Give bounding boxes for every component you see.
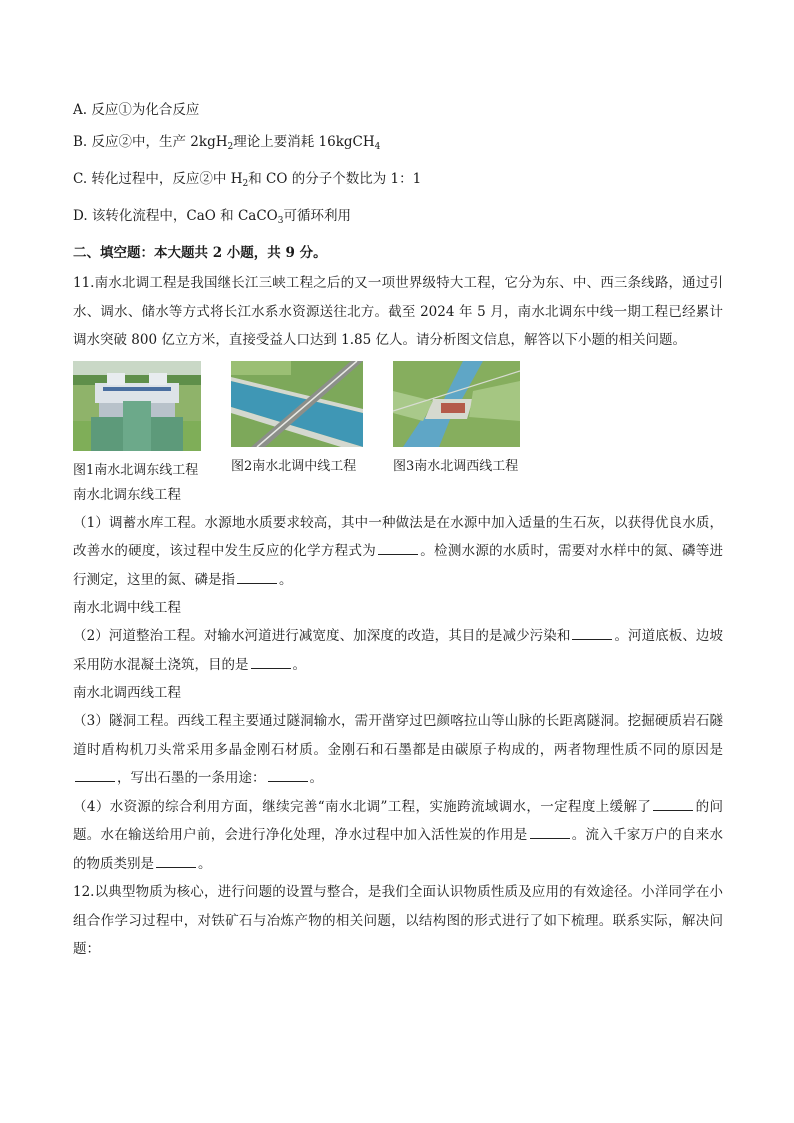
heading-middle-route: 南水北调中线工程 <box>73 600 181 616</box>
heading-east-route: 南水北调东线工程 <box>73 486 181 503</box>
middle-route-photo <box>231 361 363 447</box>
section-heading: 二、填空题：本大题共 2 小题，共 9 分。 <box>73 245 327 261</box>
option-d: D. 该转化流程中，CaO 和 CaCO$_3$可循环利用 <box>73 208 351 226</box>
answer-blank[interactable] <box>572 625 612 640</box>
option-a: A. 反应①为化合反应 <box>73 102 200 118</box>
option-c: C. 转化过程中，反应②中 $H_2$和 CO 的分子个数比为 1：1 <box>73 171 422 189</box>
east-route-photo <box>73 361 201 451</box>
question-11-part-3: （3）隧洞工程。西线工程主要通过隧洞输水，需开凿穿过巴颜喀拉山等山脉的长距离隧洞。挖掘硬质岩石隧道时盾构机刀头常采用多晶金刚石材质。金刚石和石墨都是由碳原子构成的，两者物理性质不同的原因是，写出石墨的一条用途： 。 <box>73 713 723 786</box>
figure-3 <box>393 361 520 481</box>
option-b: B. 反应②中，生产 2kgH$_2$理论上要消耗 16kgCH$_4$ <box>73 134 381 152</box>
answer-blank[interactable] <box>156 853 196 868</box>
question-11-part-4: （4）水资源的综合利用方面，继续完善“南水北调”工程，实施跨流域调水，一定程度上缓解了 的问题。水在输送给用户前，会进行净化处理，净水过程中加入活性炭的作用是 。流入千家万户的自来水的物质类别是 。 <box>73 793 723 879</box>
west-route-photo <box>393 361 520 447</box>
exam-page <box>73 100 723 964</box>
answer-blank[interactable] <box>268 767 308 782</box>
question-11-intro: 11.南水北调工程是我国继长江三峡工程之后的又一项世界级特大工程，它分为东、中、西三条线路，通过引水、调水、储水等方式将长江水系水资源送往北方。截至 2024 年 5 月，南水北调东中线一期工程已经累计调水突破 800 亿立方米，直接受益人口达到 1.85 亿人。请分析图文信息，解答以下小题的相关问题。 <box>73 275 723 348</box>
answer-blank[interactable] <box>653 796 693 811</box>
figure-3-caption: 图3南水北调西线工程 <box>393 458 519 474</box>
question-11-part-1: （1）调蓄水库工程。水源地水质要求较高，其中一种做法是在水源中加入适量的生石灰，以获得优良水质，改善水的硬度，该过程中发生反应的化学方程式为 。检测水源的水质时，需要对水样中的氮、磷等进行测定，这里的氮、磷是指 。 <box>73 514 723 588</box>
figure-1-caption: 图1南水北调东线工程 <box>73 462 199 478</box>
answer-blank[interactable] <box>75 767 115 782</box>
answer-blank[interactable] <box>378 540 418 555</box>
heading-west-route: 南水北调西线工程 <box>73 685 181 701</box>
answer-blank[interactable] <box>530 824 570 839</box>
answer-blank[interactable] <box>237 569 277 584</box>
answer-blank[interactable] <box>251 654 291 669</box>
figure-2 <box>231 361 363 481</box>
figure-row <box>73 361 723 481</box>
question-12-intro: 12.以典型物质为核心，进行问题的设置与整合，是我们全面认识物质性质及应用的有效途径。小洋同学在小组合作学习过程中，对铁矿石与冶炼产物的相关问题，以结构图的形式进行了如下梳理。联系实际，解决问题： <box>73 884 723 957</box>
figure-1 <box>73 361 201 481</box>
figure-2-caption: 图2南水北调中线工程 <box>231 458 357 474</box>
question-11-part-2: （2）河道整治工程。对输水河道进行减宽度、加深度的改造，其目的是减少污染和 。河道底板、边坡采用防水混凝土浇筑，目的是 。 <box>73 622 723 679</box>
